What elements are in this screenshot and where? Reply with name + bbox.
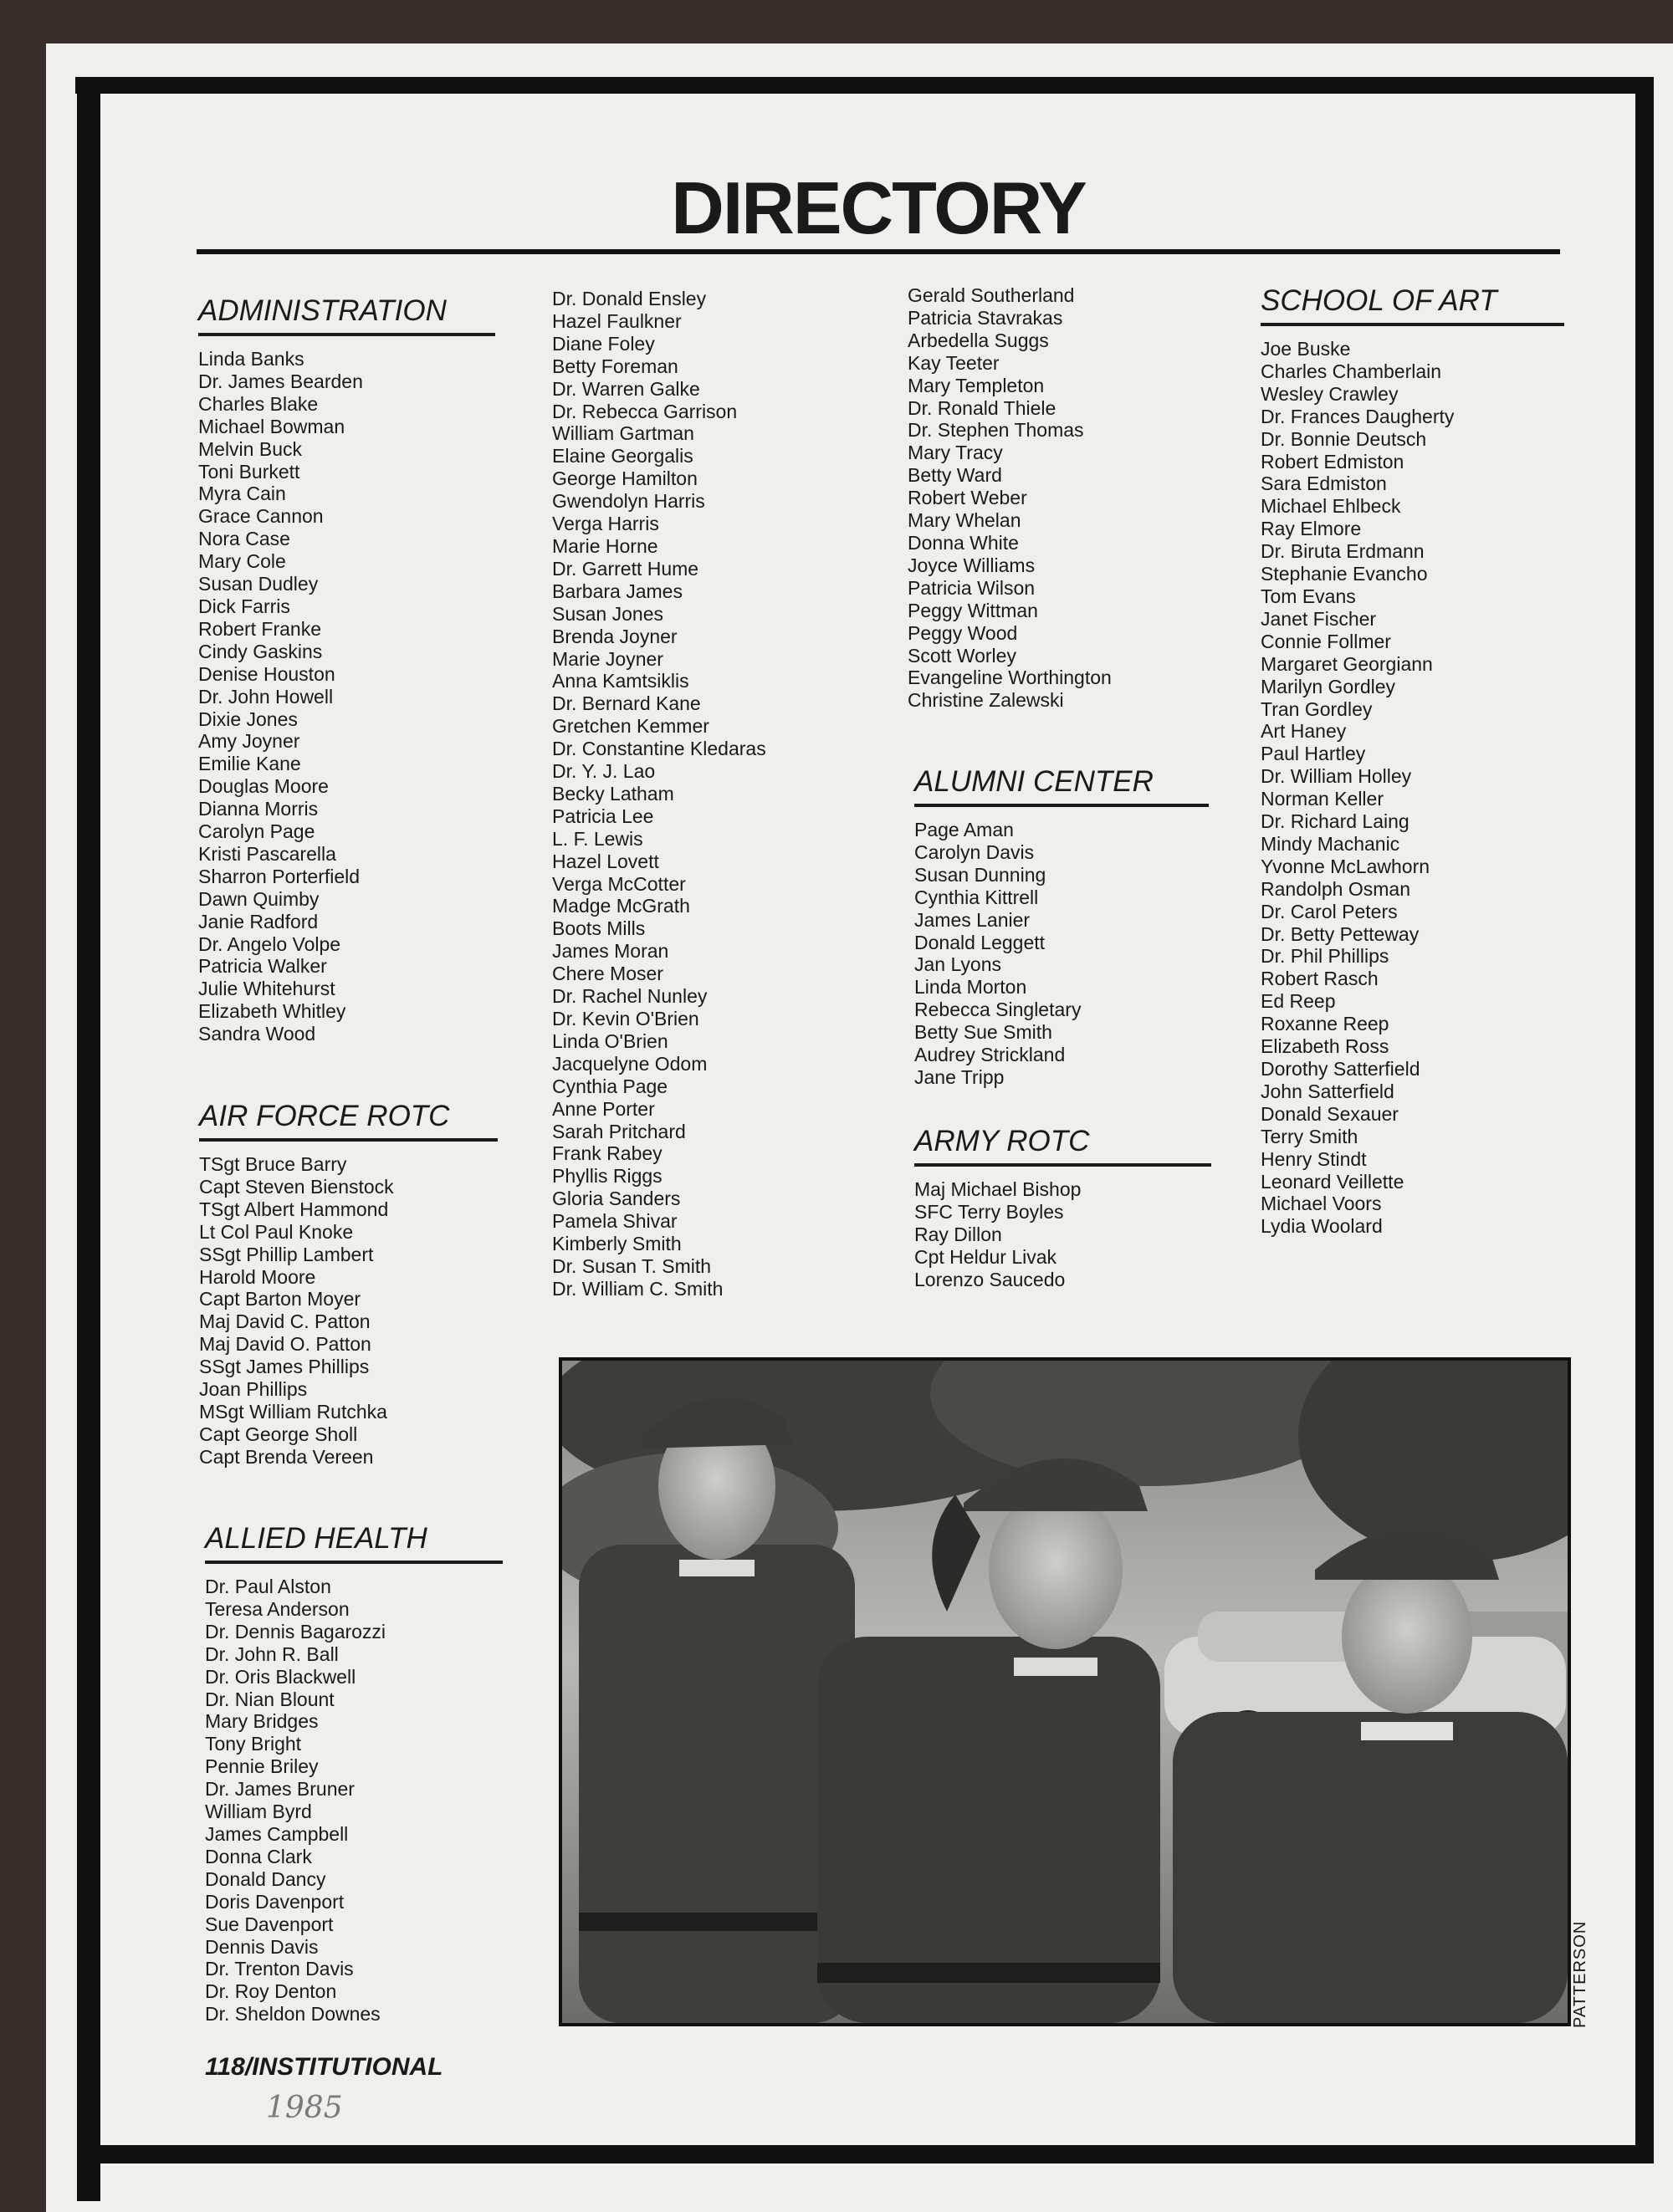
directory-name: Rebecca Singletary: [914, 999, 1082, 1021]
page-folio: 118/INSTITUTIONAL: [205, 2053, 443, 2081]
directory-name: Madge McGrath: [552, 895, 690, 917]
directory-name: George Hamilton: [552, 467, 698, 490]
directory-name: Christine Zalewski: [908, 689, 1064, 712]
directory-name: Roxanne Reep: [1261, 1013, 1389, 1035]
directory-name: William Gartman: [552, 422, 694, 445]
directory-name: Diane Foley: [552, 332, 655, 355]
directory-name: Tran Gordley: [1261, 697, 1373, 720]
photo-credit: PATTERSON: [1571, 1920, 1589, 2028]
directory-name: Mary Templeton: [908, 374, 1045, 396]
name-list: [205, 1576, 503, 2026]
section-allied-health-continued-2: [908, 284, 1112, 712]
directory-name: Pennie Briley: [205, 1755, 319, 1778]
directory-name: Dr. Susan T. Smith: [552, 1254, 712, 1277]
directory-name: Hazel Lovett: [552, 850, 659, 872]
directory-name: Cynthia Kittrell: [914, 886, 1039, 908]
directory-name: SSgt Phillip Lambert: [199, 1243, 374, 1265]
directory-name: Carolyn Davis: [914, 840, 1035, 863]
directory-name: Gloria Sanders: [552, 1188, 681, 1210]
directory-name: Sue Davenport: [205, 1913, 334, 1935]
directory-name: Elizabeth Ross: [1261, 1035, 1389, 1058]
directory-name: Dr. James Bruner: [205, 1778, 355, 1801]
directory-name: Becky Latham: [552, 782, 674, 805]
name-list: [908, 284, 1112, 712]
section-heading: ALLIED HEALTH: [205, 1522, 503, 1564]
directory-name: Carolyn Page: [198, 820, 315, 843]
directory-name: Patricia Wilson: [908, 576, 1036, 599]
directory-name: John Satterfield: [1261, 1080, 1394, 1102]
directory-name: Robert Weber: [908, 487, 1027, 509]
directory-name: Dr. John Howell: [198, 685, 334, 708]
directory-name: Connie Follmer: [1261, 630, 1391, 652]
directory-name: Dr. Rebecca Garrison: [552, 400, 738, 422]
directory-name: James Lanier: [914, 908, 1031, 931]
directory-name: Sara Edmiston: [1261, 473, 1387, 495]
section-army-rotc: [914, 1125, 1211, 1291]
directory-name: Lorenzo Saucedo: [914, 1268, 1066, 1290]
directory-name: Verga McCotter: [552, 872, 686, 895]
directory-name: Verga Harris: [552, 513, 659, 535]
directory-name: Dr. Paul Alston: [205, 1576, 331, 1597]
directory-name: Lydia Woolard: [1261, 1215, 1383, 1238]
directory-name: Scott Worley: [908, 644, 1016, 667]
directory-name: Dr. Ronald Thiele: [908, 396, 1056, 419]
directory-name: Gwendolyn Harris: [552, 490, 705, 513]
directory-name: Maj David O. Patton: [199, 1333, 371, 1356]
name-list: [199, 1153, 498, 1469]
directory-name: Dr. Rachel Nunley: [552, 985, 708, 1008]
directory-name: Michael Bowman: [198, 415, 345, 437]
directory-name: Capt Brenda Vereen: [199, 1445, 374, 1468]
directory-name: Michael Voors: [1261, 1193, 1382, 1215]
directory-name: Janet Fischer: [1261, 607, 1377, 630]
directory-name: Jacquelyne Odom: [552, 1052, 708, 1075]
directory-name: Dr. Stephen Thomas: [908, 419, 1084, 442]
directory-name: Audrey Strickland: [914, 1044, 1066, 1066]
directory-name: Susan Dudley: [198, 573, 319, 595]
section-heading: AIR FORCE ROTC: [199, 1100, 498, 1142]
directory-name: Dr. Nian Blount: [205, 1688, 335, 1710]
directory-name: TSgt Bruce Barry: [199, 1153, 347, 1175]
directory-name: L. F. Lewis: [552, 827, 643, 850]
name-list: [1261, 338, 1564, 1238]
directory-name: Lt Col Paul Knoke: [199, 1220, 354, 1243]
directory-name: Joan Phillips: [199, 1378, 308, 1401]
directory-name: TSgt Albert Hammond: [199, 1198, 389, 1220]
directory-name: Kay Teeter: [908, 351, 1000, 374]
directory-name: Dr. Donald Ensley: [552, 288, 707, 309]
page-title: DIRECTORY: [671, 166, 1086, 249]
directory-name: Marilyn Gordley: [1261, 675, 1396, 697]
directory-name: William Byrd: [205, 1801, 312, 1823]
directory-name: Randolph Osman: [1261, 877, 1410, 900]
directory-name: Dr. Garrett Hume: [552, 557, 699, 580]
directory-name: Teresa Anderson: [205, 1597, 350, 1620]
directory-name: Melvin Buck: [198, 437, 302, 460]
directory-name: Terry Smith: [1261, 1125, 1358, 1147]
directory-name: Marie Horne: [552, 534, 658, 557]
directory-name: Betty Ward: [908, 464, 1002, 487]
directory-name: Kristi Pascarella: [198, 842, 336, 865]
directory-name: Dawn Quimby: [198, 887, 320, 910]
directory-name: Maj Michael Bishop: [914, 1178, 1082, 1200]
directory-name: Linda O'Brien: [552, 1029, 668, 1052]
directory-name: Donald Dancy: [205, 1867, 326, 1890]
directory-name: Paul Hartley: [1261, 743, 1366, 765]
directory-name: Dr. Constantine Kledaras: [552, 738, 766, 760]
directory-name: Tom Evans: [1261, 585, 1356, 607]
directory-name: Linda Banks: [198, 348, 304, 370]
directory-name: Julie Whitehurst: [198, 978, 335, 1000]
directory-name: Dr. Dennis Bagarozzi: [205, 1620, 386, 1642]
directory-name: Denise Houston: [198, 662, 335, 685]
directory-name: Charles Blake: [198, 392, 319, 415]
directory-name: Hazel Faulkner: [552, 309, 682, 332]
directory-name: Peggy Wittman: [908, 599, 1038, 621]
section-allied-health-continued: [552, 288, 766, 1300]
directory-name: Dr. Richard Laing: [1261, 810, 1410, 833]
directory-name: Donna White: [908, 531, 1019, 554]
directory-name: Cindy Gaskins: [198, 640, 323, 662]
directory-name: Chere Moser: [552, 963, 663, 985]
directory-name: Mindy Machanic: [1261, 832, 1400, 855]
name-list: [552, 288, 766, 1300]
directory-name: Myra Cain: [198, 483, 286, 505]
directory-name: Dr. Frances Daugherty: [1261, 405, 1455, 427]
directory-name: Pamela Shivar: [552, 1210, 678, 1233]
name-list: [198, 348, 495, 1045]
directory-name: Gerald Southerland: [908, 284, 1075, 306]
directory-name: Linda Morton: [914, 976, 1027, 999]
directory-name: Robert Rasch: [1261, 968, 1379, 990]
directory-name: Yvonne McLawhorn: [1261, 855, 1430, 877]
directory-name: Robert Edmiston: [1261, 450, 1404, 473]
directory-name: MSgt William Rutchka: [199, 1400, 387, 1423]
directory-name: Dorothy Satterfield: [1261, 1058, 1420, 1080]
directory-name: Susan Dunning: [914, 863, 1046, 886]
directory-name: Toni Burkett: [198, 460, 300, 483]
directory-name: Sharron Porterfield: [198, 865, 361, 887]
directory-name: Norman Keller: [1261, 788, 1384, 810]
directory-name: Jan Lyons: [914, 953, 1001, 976]
directory-name: Joyce Williams: [908, 554, 1036, 576]
directory-name: Dr. William Holley: [1261, 765, 1412, 788]
directory-name: Mary Tracy: [908, 442, 1003, 464]
directory-name: Dr. Trenton Davis: [205, 1958, 354, 1980]
directory-name: Joe Buske: [1261, 338, 1351, 360]
directory-name: Capt Steven Bienstock: [199, 1175, 394, 1198]
directory-name: Patricia Walker: [198, 955, 327, 978]
directory-name: Betty Foreman: [552, 355, 678, 377]
directory-name: Maj David C. Patton: [199, 1310, 371, 1333]
directory-name: Dr. John R. Ball: [205, 1642, 339, 1665]
directory-name: Arbedella Suggs: [908, 329, 1049, 351]
directory-name: Peggy Wood: [908, 621, 1018, 644]
section-heading: SCHOOL OF ART: [1261, 284, 1564, 326]
directory-name: Mary Bridges: [205, 1710, 319, 1733]
directory-name: Wesley Crawley: [1261, 382, 1399, 405]
directory-name: Mary Whelan: [908, 509, 1021, 532]
directory-name: Janie Radford: [198, 910, 319, 932]
directory-name: Dr. Kevin O'Brien: [552, 1008, 699, 1029]
directory-name: Donna Clark: [205, 1845, 312, 1867]
section-administration: [198, 294, 495, 1045]
directory-name: Dr. Phil Phillips: [1261, 945, 1389, 968]
frame-bottom-border: [77, 2145, 1654, 2163]
section-alumni-center: [914, 765, 1209, 1089]
directory-name: Dr. Roy Denton: [205, 1980, 337, 2003]
section-heading: ALUMNI CENTER: [914, 765, 1209, 807]
directory-name: Leonard Veillette: [1261, 1170, 1404, 1193]
directory-name: Dr. Sheldon Downes: [205, 2003, 381, 2026]
directory-name: Kimberly Smith: [552, 1233, 682, 1255]
directory-name: James Campbell: [205, 1822, 349, 1845]
section-heading: ADMINISTRATION: [198, 294, 495, 336]
directory-name: SFC Terry Boyles: [914, 1200, 1064, 1223]
directory-name: Susan Jones: [552, 602, 663, 625]
directory-name: Dennis Davis: [205, 1935, 319, 1958]
directory-name: Sandra Wood: [198, 1023, 316, 1045]
directory-name: Jane Tripp: [914, 1065, 1005, 1088]
frame-left-border: [77, 77, 100, 2201]
directory-name: Boots Mills: [552, 917, 646, 940]
directory-name: Charles Chamberlain: [1261, 360, 1442, 382]
directory-name: Elizabeth Whitley: [198, 1000, 346, 1023]
directory-name: Gretchen Kemmer: [552, 715, 709, 738]
directory-name: Cpt Heldur Livak: [914, 1245, 1057, 1268]
directory-name: Dr. Warren Galke: [552, 377, 700, 400]
directory-name: Amy Joyner: [198, 730, 300, 753]
directory-name: Ray Dillon: [914, 1223, 1002, 1245]
directory-name: Page Aman: [914, 819, 1014, 840]
directory-name: Robert Franke: [198, 617, 322, 640]
directory-name: Nora Case: [198, 528, 290, 550]
directory-name: Douglas Moore: [198, 775, 329, 798]
name-list: [914, 819, 1209, 1089]
section-allied-health: [205, 1522, 503, 2026]
title-rule: [197, 249, 1560, 254]
directory-name: Donald Leggett: [914, 931, 1046, 953]
cadets-photograph: [559, 1357, 1571, 2026]
directory-name: Donald Sexauer: [1261, 1102, 1399, 1125]
handwritten-year: 1985: [266, 2091, 343, 2125]
directory-name: Stephanie Evancho: [1261, 563, 1428, 585]
directory-name: Dr. Carol Peters: [1261, 900, 1398, 922]
section-air-force-rotc: [199, 1100, 498, 1469]
directory-name: Emilie Kane: [198, 753, 301, 775]
directory-name: Tony Bright: [205, 1733, 302, 1755]
directory-name: Ed Reep: [1261, 990, 1336, 1013]
frame-right-border: [1635, 77, 1654, 2163]
directory-name: Capt Barton Moyer: [199, 1288, 361, 1310]
directory-name: Dixie Jones: [198, 708, 298, 730]
directory-name: Grace Cannon: [198, 505, 324, 528]
directory-name: Capt George Sholl: [199, 1423, 358, 1445]
directory-name: Dr. Biruta Erdmann: [1261, 540, 1425, 563]
directory-name: Anna Kamtsiklis: [552, 670, 689, 692]
directory-name: Dr. Betty Petteway: [1261, 922, 1420, 945]
directory-name: Dr. William C. Smith: [552, 1277, 724, 1300]
directory-name: Patricia Stavrakas: [908, 306, 1063, 329]
directory-name: Dr. James Bearden: [198, 370, 363, 392]
section-heading: ARMY ROTC: [914, 1125, 1211, 1167]
directory-name: Harold Moore: [199, 1265, 316, 1288]
section-school-of-art: [1261, 284, 1564, 1238]
directory-name: Ray Elmore: [1261, 518, 1362, 540]
directory-name: Dr. Bernard Kane: [552, 692, 701, 715]
directory-name: Doris Davenport: [205, 1890, 345, 1913]
directory-name: Evangeline Worthington: [908, 667, 1112, 689]
directory-name: Elaine Georgalis: [552, 445, 693, 467]
name-list: [914, 1178, 1211, 1291]
directory-name: Henry Stindt: [1261, 1147, 1367, 1170]
directory-name: Marie Joyner: [552, 647, 663, 670]
directory-name: Anne Porter: [552, 1097, 655, 1120]
directory-name: Dr. Angelo Volpe: [198, 932, 341, 955]
directory-name: Sarah Pritchard: [552, 1120, 686, 1142]
directory-name: Art Haney: [1261, 720, 1347, 743]
directory-name: Betty Sue Smith: [914, 1021, 1052, 1044]
directory-name: Patricia Lee: [552, 805, 654, 827]
directory-name: Dianna Morris: [198, 798, 319, 820]
frame-top-border: [75, 77, 1652, 94]
directory-name: James Moran: [552, 940, 669, 963]
directory-name: Mary Cole: [198, 550, 286, 573]
directory-name: Dick Farris: [198, 595, 290, 617]
directory-name: Phyllis Riggs: [552, 1165, 663, 1188]
directory-name: SSgt James Phillips: [199, 1356, 370, 1378]
directory-name: Frank Rabey: [552, 1142, 663, 1165]
directory-name: Margaret Georgiann: [1261, 652, 1433, 675]
directory-name: Dr. Y. J. Lao: [552, 760, 656, 783]
directory-name: Cynthia Page: [552, 1075, 668, 1097]
directory-name: Barbara James: [552, 580, 683, 602]
directory-name: Dr. Bonnie Deutsch: [1261, 427, 1427, 450]
directory-name: Brenda Joyner: [552, 625, 678, 647]
directory-name: Dr. Oris Blackwell: [205, 1665, 356, 1688]
photo-illustration: [562, 1361, 1568, 2023]
directory-name: Michael Ehlbeck: [1261, 495, 1401, 518]
